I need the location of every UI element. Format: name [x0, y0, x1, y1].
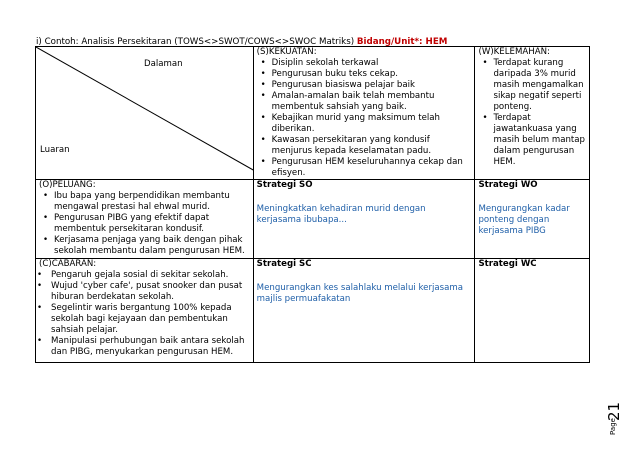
- peluang-title: (O)PELUANG:: [39, 180, 96, 190]
- strategi-wo-title: Strategi WO: [478, 180, 538, 190]
- peluang-row: [36, 180, 590, 259]
- heading-text: i) Contoh: Analisis Persekitaran (TOWS<>SWOT/COWS<>SWOC Matriks): [36, 37, 357, 47]
- list-item: • Pengurusan HEM keseluruhannya cekap dan efisyen.: [257, 157, 472, 179]
- list-item: • Kawasan persekitaran yang kondusif menjurus kepada keselamatan padu.: [257, 135, 472, 157]
- list-item: • Pengaruh gejala sosial di sekitar sekolah.: [39, 270, 250, 281]
- page-number: 21: [605, 401, 623, 421]
- tows-matrix-table: [35, 46, 590, 363]
- strategi-so-title: Strategi SO: [256, 180, 313, 190]
- strategi-wo-text: Mengurangkan kadar ponteng dengan kerjasama PIBG: [478, 204, 570, 236]
- strategi-sc-text: Mengurangkan kes salahlaku melalui kerjasama majlis permuafakatan: [256, 283, 464, 304]
- kelemahan-title: (W)KELEMAHAN:: [478, 47, 550, 57]
- list-item: • Terdapat jawatankuasa yang masih belum mantap dalam pengurusan HEM.: [478, 113, 586, 168]
- strategi-so-cell: [253, 180, 475, 259]
- strategi-wc-title: Strategi WC: [478, 259, 537, 269]
- list-item: • Kerjasama penjaga yang baik dengan pihak sekolah membantu dalam pengurusan HEM.: [39, 235, 250, 257]
- cabaran-row: [36, 259, 590, 363]
- cabaran-list: [39, 270, 250, 358]
- cabaran-cell: [36, 259, 254, 363]
- kelemahan-cell: [475, 47, 590, 180]
- page-label: Page: [609, 418, 617, 435]
- strategi-so-text: Meningkatkan kehadiran murid dengan kerjasama ibubapa...: [256, 204, 426, 225]
- list-item: • Pengurusan biasiswa pelajar baik: [257, 80, 472, 91]
- strategi-wc-cell: [475, 259, 590, 363]
- dalaman-label: Dalaman: [144, 59, 183, 69]
- corner-cell: [36, 47, 254, 180]
- header-row: [36, 47, 590, 180]
- page-number-marker: [596, 395, 626, 435]
- list-item: • Wujud 'cyber cafe', pusat snooker dan pusat hiburan berdekatan sekolah.: [39, 281, 250, 303]
- kelemahan-list: [478, 58, 586, 168]
- list-item: • Pengurusan PIBG yang efektif dapat membentuk persekitaran kondusif.: [39, 213, 250, 235]
- luaran-label: Luaran: [40, 145, 70, 155]
- peluang-cell: [36, 180, 254, 259]
- kekuatan-list: [257, 58, 472, 179]
- list-item: • Disiplin sekolah terkawal: [257, 58, 472, 69]
- strategi-wo-cell: [475, 180, 590, 259]
- list-item: • Segelintir waris bergantung 100% kepada sekolah bagi kejayaan dan pembentukan sahsiah pelajar.: [39, 303, 250, 336]
- list-item: • Pengurusan buku teks cekap.: [257, 69, 472, 80]
- kekuatan-title: (S)KEKUATAN:: [256, 47, 317, 57]
- list-item: • Kebajikan murid yang maksimum telah diberikan.: [257, 113, 472, 135]
- strategi-sc-cell: [253, 259, 475, 363]
- list-item: • Terdapat kurang daripada 3% murid masih mengamalkan sikap negatif seperti ponteng.: [478, 58, 586, 113]
- list-item: • Amalan-amalan baik telah membantu membentuk sahsiah yang baik.: [257, 91, 472, 113]
- list-item: • Ibu bapa yang berpendidikan membantu mengawal prestasi hal ehwal murid.: [39, 191, 250, 213]
- cabaran-title: (C)CABARAN:: [39, 259, 97, 269]
- peluang-list: [39, 191, 250, 257]
- heading-unit: Bidang/Unit*: HEM: [356, 37, 448, 47]
- list-item: • Manipulasi perhubungan baik antara sekolah dan PIBG, menyukarkan pengurusan HEM.: [39, 336, 250, 358]
- strategi-sc-title: Strategi SC: [256, 259, 312, 269]
- kekuatan-cell: [253, 47, 475, 180]
